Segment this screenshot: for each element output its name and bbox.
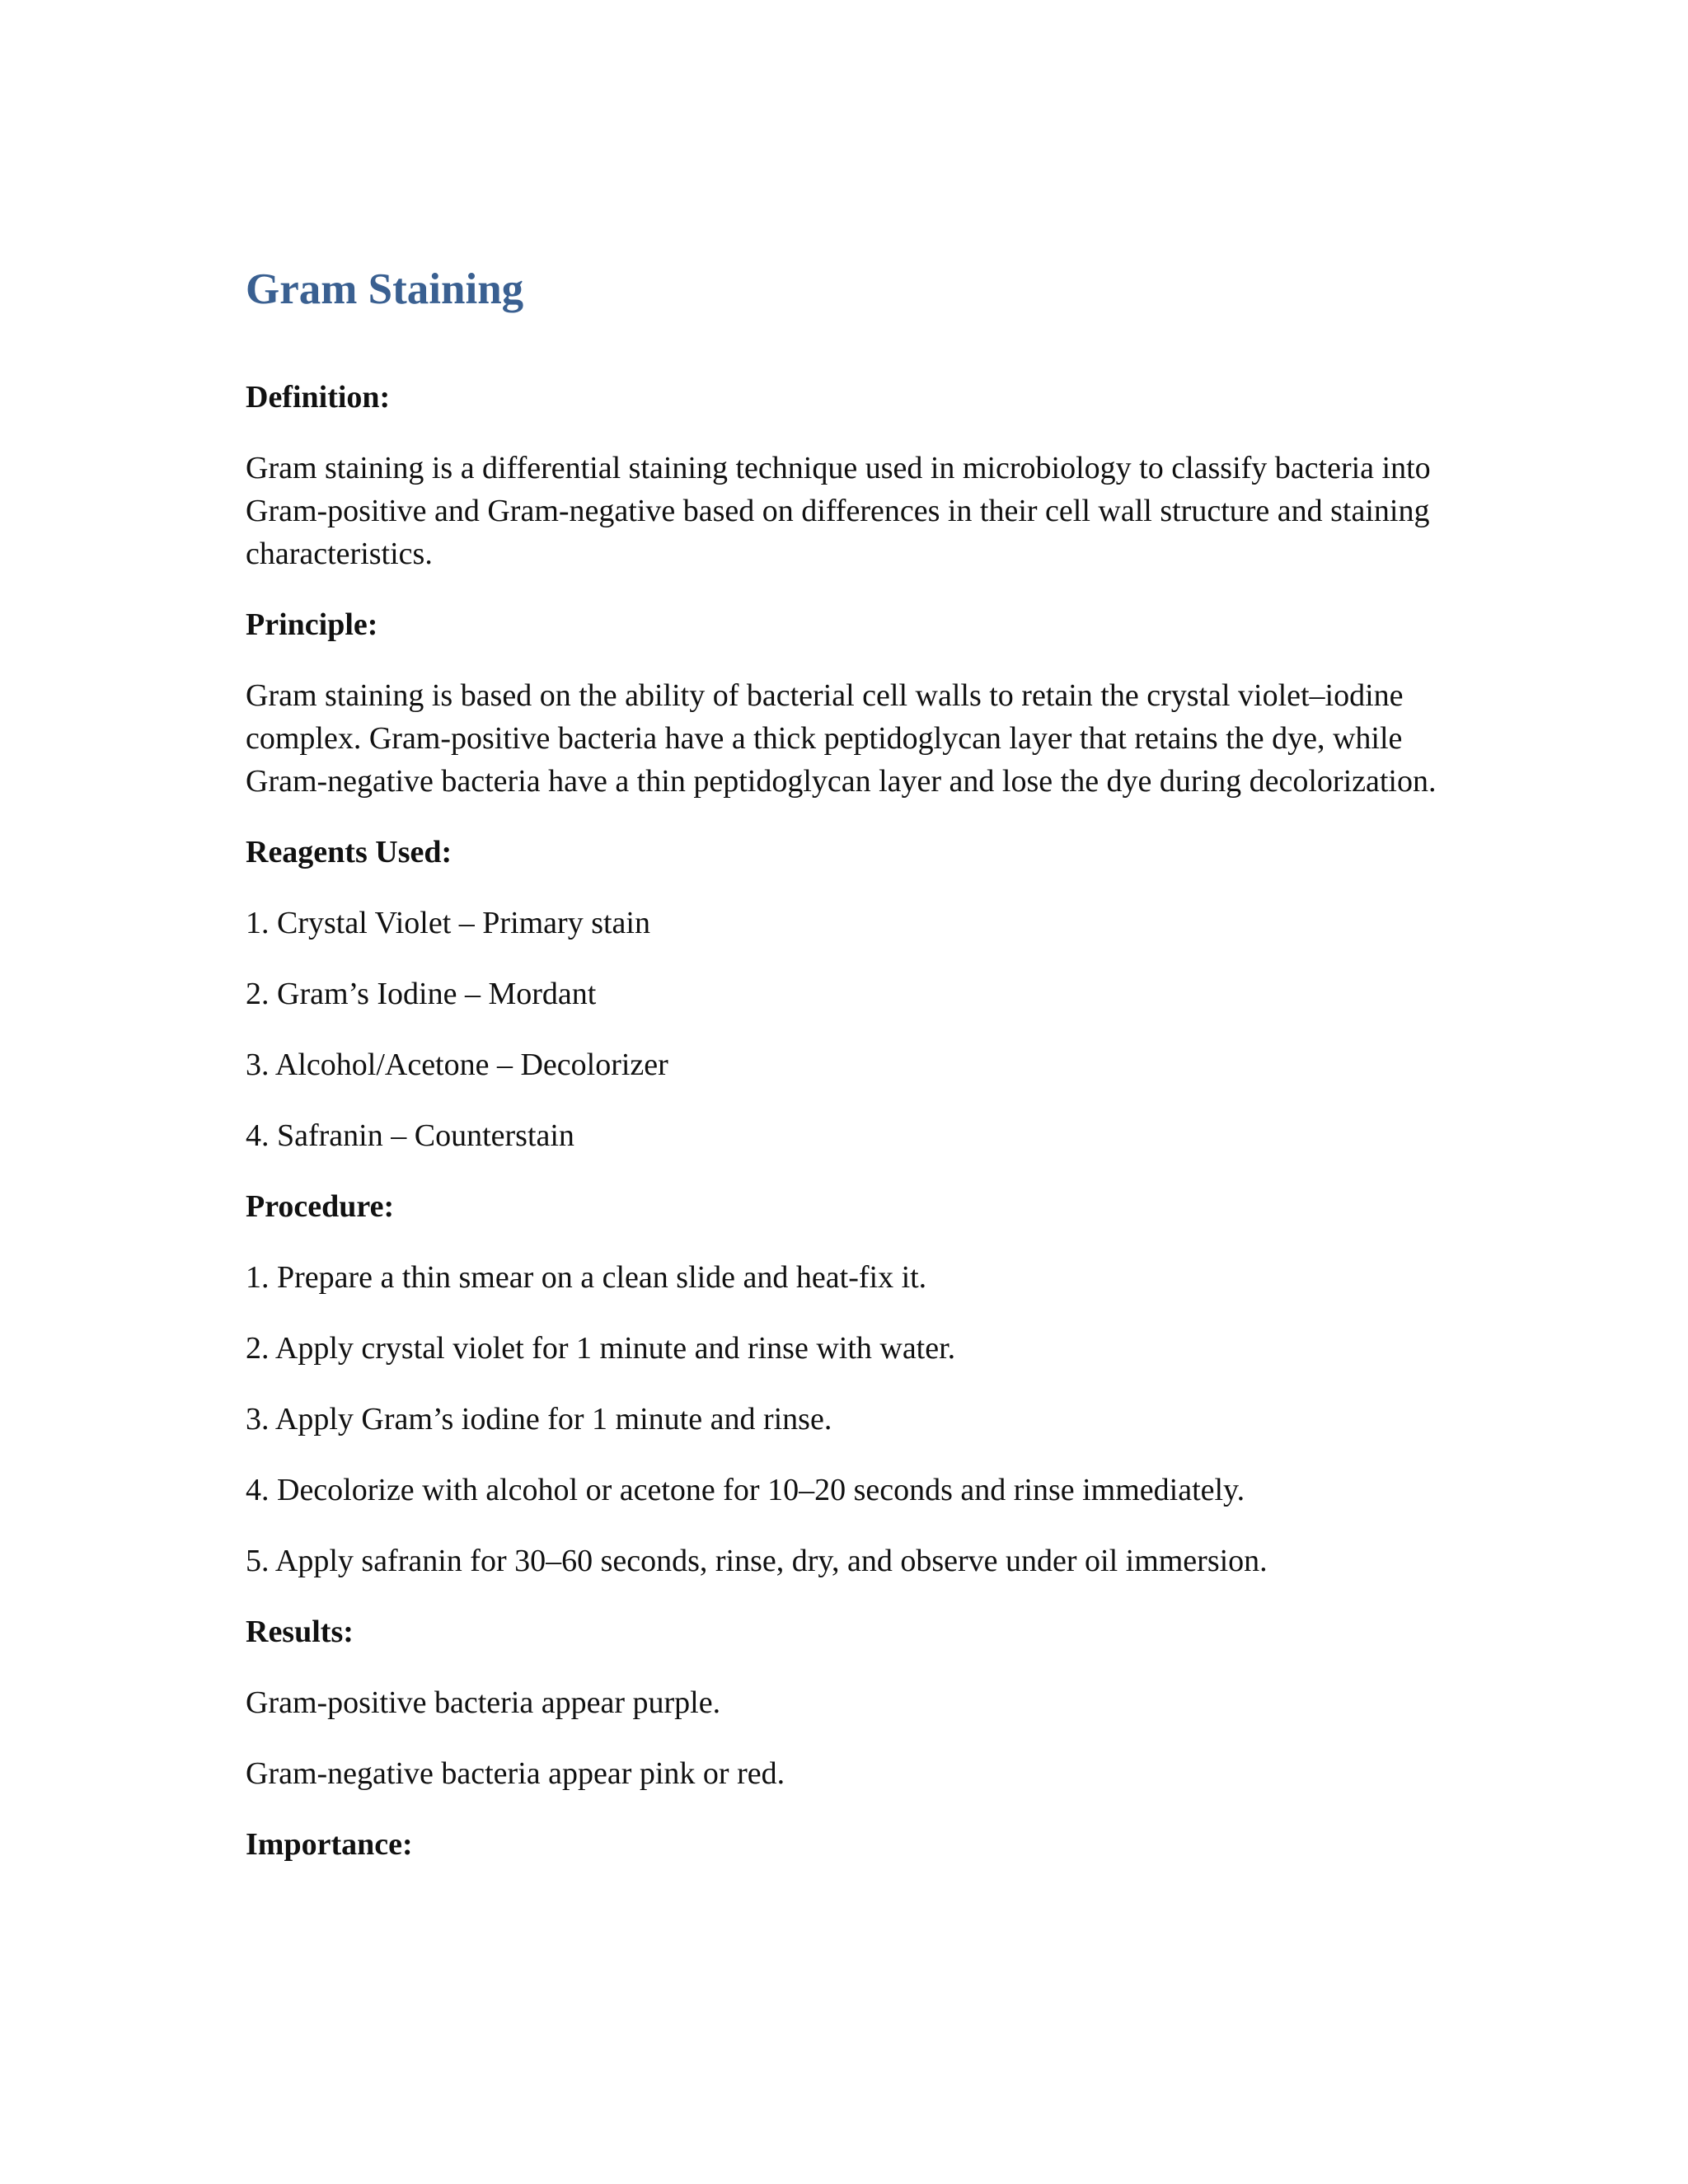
procedure-step: 5. Apply safranin for 30–60 seconds, rinse, dry, and observe under oil immersion. <box>246 1544 1268 1578</box>
result-gram-positive: Gram-positive bacteria appear purple. <box>246 1685 721 1720</box>
principle-text: Gram staining is based on the ability of bacterial cell walls to retain the crystal violet–iodine complex. Gram-positive bacteria have a thick peptidoglycan layer that retains the dye, while Gram-negative bacteria have a thin peptidoglycan layer and lose the dye during decolorization. <box>246 678 1437 799</box>
reagent-item: 1. Crystal Violet – Primary stain <box>246 906 650 940</box>
procedure-list <box>246 1256 1449 1582</box>
importance-heading: Importance: <box>246 1827 413 1862</box>
document-content <box>246 260 1449 1866</box>
procedure-step: 1. Prepare a thin smear on a clean slide and heat-fix it. <box>246 1260 927 1295</box>
reagents-list <box>246 902 1449 1157</box>
reagent-item: 4. Safranin – Counterstain <box>246 1118 574 1153</box>
definition-text: Gram staining is a differential staining technique used in microbiology to classify bacteria into Gram-positive and Gram-negative based on differences in their cell wall structure and staining characteristics. <box>246 451 1431 571</box>
principle-heading: Principle: <box>246 607 378 642</box>
results-heading: Results: <box>246 1615 354 1649</box>
result-gram-negative: Gram-negative bacteria appear pink or red. <box>246 1756 785 1791</box>
definition-heading: Definition: <box>246 380 391 415</box>
document-title: Gram Staining <box>246 265 524 313</box>
reagent-item: 2. Gram’s Iodine – Mordant <box>246 977 597 1011</box>
procedure-step: 2. Apply crystal violet for 1 minute and rinse with water. <box>246 1331 956 1366</box>
procedure-heading: Procedure: <box>246 1189 395 1224</box>
reagent-item: 3. Alcohol/Acetone – Decolorizer <box>246 1047 668 1082</box>
procedure-step: 4. Decolorize with alcohol or acetone for 10–20 seconds and rinse immediately. <box>246 1473 1245 1507</box>
reagents-heading: Reagents Used: <box>246 835 452 869</box>
procedure-step: 3. Apply Gram’s iodine for 1 minute and rinse. <box>246 1402 832 1436</box>
